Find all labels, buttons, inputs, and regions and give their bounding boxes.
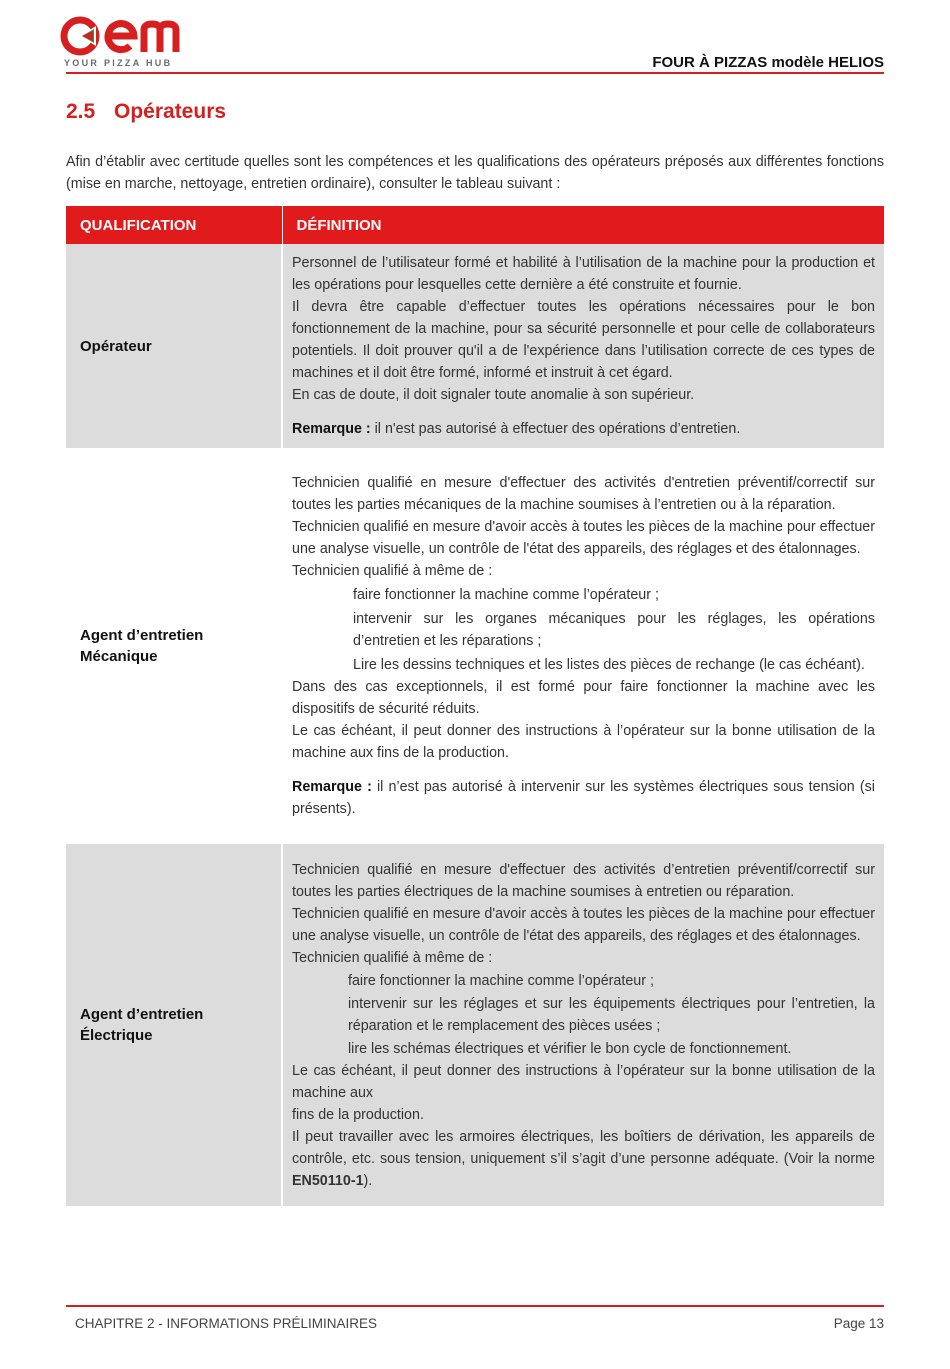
definition-paragraph: Technicien qualifié à même de : [292, 949, 493, 966]
remark-text: il n’est pas autorisé à intervenir sur les systèmes électriques sous tension (si présents). [292, 779, 875, 817]
definition-cell [282, 844, 884, 1206]
list-item: Lire les dessins techniques et les listes des pièces de rechange (le cas échéant). [353, 657, 865, 673]
section-heading [66, 100, 226, 124]
qualification-label: Opérateur [80, 337, 152, 355]
qualification-cell [66, 448, 282, 844]
definition-paragraph: Technicien qualifié en mesure d'effectuer des activités d'entretien préventif/correctif sur toutes les parties mécaniques de la machine soumises à l’entretien ou à la réparation. [292, 475, 875, 513]
header-qualification: QUALIFICATION [66, 206, 282, 244]
norm-reference: EN50110-1 [292, 1172, 364, 1189]
section-number: 2.5 [66, 100, 96, 123]
qualification-label: Électrique [80, 1027, 153, 1044]
remark [292, 776, 875, 820]
definition-paragraph: Technicien qualifié en mesure d'avoir accès à toutes les pièces de la machine pour effectuer une analyse visuelle, un contrôle de l'état des appareils, des réglages et des étalonnages. [292, 905, 875, 944]
remark [292, 418, 875, 440]
qualification-cell [66, 244, 282, 448]
definition-paragraph: fins de la production. [292, 1106, 424, 1123]
table-row-electrique [66, 844, 884, 1206]
footer-divider [66, 1305, 884, 1307]
definition-paragraph: Technicien qualifié en mesure d'avoir accès à toutes les pièces de la machine pour effectuer une analyse visuelle, un contrôle de l'état des appareils, des réglages et des étalonnages. [292, 519, 875, 557]
definition-cell [282, 448, 884, 844]
qualification-label: Agent d’entretien [80, 627, 204, 644]
definition-cell [282, 244, 884, 448]
definition-paragraph: Le cas échéant, il peut donner des instructions à l’opérateur sur la bonne utilisation de la machine aux [292, 1062, 875, 1101]
list-item: lire les schémas électriques et vérifier le bon cycle de fonctionnement. [348, 1040, 792, 1057]
table-row-operateur [66, 244, 884, 448]
list-item: faire fonctionner la machine comme l’opérateur ; [348, 972, 654, 989]
operators-table [66, 206, 884, 1206]
document-title: FOUR À PIZZAS modèle HELIOS [652, 54, 884, 71]
qualification-label: Agent d’entretien [80, 1006, 204, 1023]
table-row-mecanique [66, 448, 884, 844]
definition-paragraph: Technicien qualifié à même de : [292, 563, 493, 579]
qualification-cell [66, 844, 282, 1206]
remark-label: Remarque : [292, 779, 372, 795]
definition-paragraph: Personnel de l’utilisateur formé et habilité à l’utilisation de la machine pour la production et les opérations pour lesquelles cette dernière a été construite et fournie. [292, 255, 875, 293]
definition-paragraph: Technicien qualifié en mesure d'effectuer des activités d’entretien préventif/correctif sur toutes les parties électriques de la machine soumises à entretien ou réparation. [292, 861, 875, 900]
norm-text-end: ). [363, 1172, 373, 1189]
definition-paragraph: En cas de doute, il doit signaler toute anomalie à son supérieur. [292, 387, 695, 403]
definition-paragraph: Le cas échéant, il peut donner des instructions à l’opérateur sur la bonne utilisation de la machine aux fins de la production. [292, 723, 875, 761]
footer-page-number: Page 13 [833, 1316, 884, 1331]
footer-chapter: CHAPITRE 2 - INFORMATIONS PRÉLIMINAIRES [75, 1316, 378, 1331]
definition-paragraph: Il devra être capable d’effectuer toutes les opérations nécessaires pour le bon fonctionnement de la machine, pour sa sécurité personnelle et pour celle de collaborateurs potentiels. Il doit prouver qu'il a de l'expérience dans l’utilisation correcte de ces types de machines et il doit être formé, informé et instruit à cet égard. [292, 299, 875, 381]
remark-label: Remarque : [292, 421, 371, 437]
qualification-label: Mécanique [80, 648, 158, 665]
norm-paragraph [292, 1126, 875, 1192]
section-title-text: Opérateurs [114, 100, 227, 123]
table-header-row [66, 206, 884, 244]
oem-logo [60, 14, 205, 70]
remark-text: il n'est pas autorisé à effectuer des opérations d’entretien. [370, 421, 741, 437]
logo-wordmark: YOUR PIZZA HUB [64, 58, 173, 68]
norm-text: Il peut travailler avec les armoires électriques, les boîtiers de dérivation, les appareils de contrôle, etc. sous tension, uniquement s’il s’agit d’une personne adéquate. (Voir la norme [292, 1128, 875, 1167]
list-item: intervenir sur les organes mécaniques pour les réglages, les opérations d’entretien et les réparations ; [353, 611, 875, 649]
intro-paragraph: Afin d’établir avec certitude quelles sont les compétences et les qualifications des opérateurs préposés aux différentes fonctions (mise en marche, nettoyage, entretien ordinaire), consulter le tableau suivant : [66, 154, 884, 192]
list-item: faire fonctionner la machine comme l’opérateur ; [353, 587, 659, 603]
list-item: intervenir sur les réglages et sur les équipements électriques pour l’entretien, la réparation et le remplacement des pièces usées ; [348, 995, 875, 1034]
definition-paragraph: Dans des cas exceptionnels, il est formé pour faire fonctionner la machine avec les dispositifs de sécurité réduits. [292, 679, 875, 717]
header-divider [66, 72, 884, 74]
header-definition: DÉFINITION [282, 206, 884, 244]
